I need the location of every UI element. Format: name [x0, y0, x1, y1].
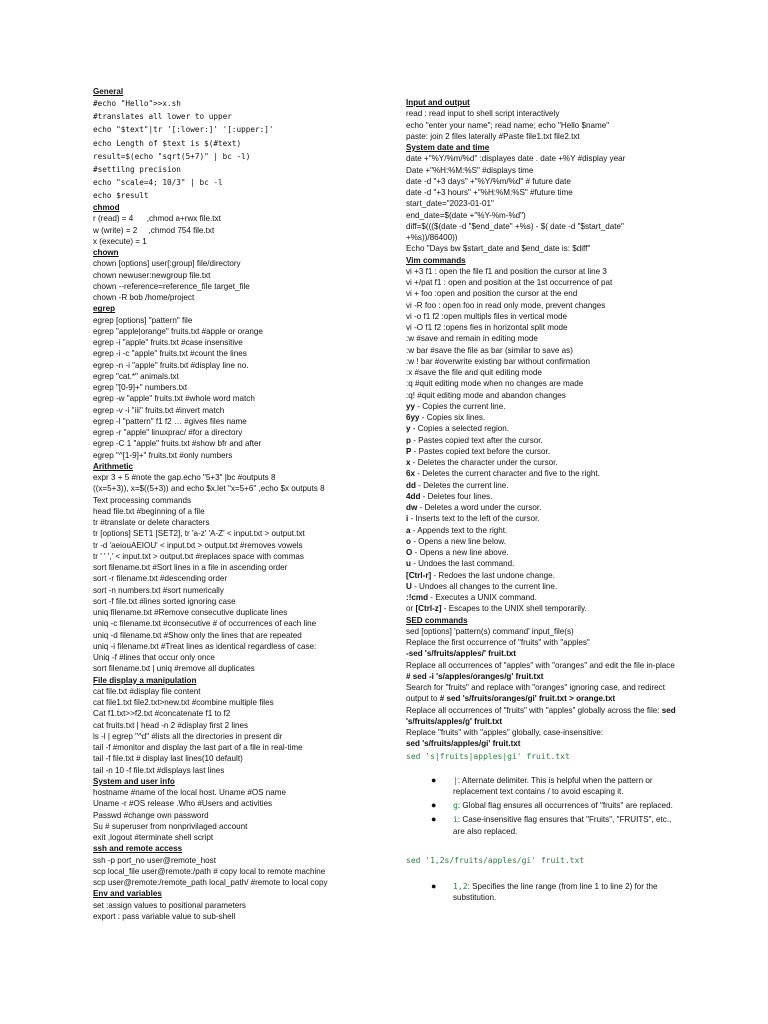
text-line: sort filename.txt #Sort lines in a file in ascending order — [93, 563, 288, 572]
text-line: egrep -w "apple" fruits.txt #whole word match — [93, 394, 255, 404]
vim-desc: - Opens a new line below. — [410, 536, 506, 546]
text-line: tr [options] SET1 [SET2], tr 'a-z' 'A-Z' < input.txt > output.txt — [93, 529, 305, 539]
text-line: egrep -i "apple" fruits.txt #case insensitive — [93, 338, 243, 347]
text-line: sed [options] 'pattern(s) command' input_file(s) — [406, 626, 574, 636]
text-line: r (read) = 4 ,chmod a+rwx file.txt — [93, 214, 221, 224]
list-item — [406, 775, 676, 798]
text-line: egrep "^[1-9]+" fruits.txt #only numbers — [93, 450, 233, 460]
text-line: w (write) = 2 ,chmod 754 file.txt — [93, 225, 215, 235]
vim-key: O — [406, 548, 413, 557]
text-line: vi -o f1 f2 :open multipls files in vertical mode — [406, 311, 568, 321]
text-line: vi + foo :open and position the cursor at the end — [406, 289, 578, 299]
text-line: tail -f #monitor and display the last part of a file in real-time — [93, 743, 303, 752]
vim-key: dd — [406, 480, 416, 490]
text-line: egrep -i -c "apple" fruits.txt #count the lines — [93, 349, 247, 359]
vim-desc: - Undoes the last command. — [410, 559, 515, 569]
vim-desc: - Deletes a word under the cursor. — [417, 503, 542, 512]
text-line: end_date=$(date +"%Y-%m-%d") — [406, 210, 526, 220]
vim-key-line — [406, 525, 676, 536]
vim-desc: - Undoes all changes to the current line. — [411, 581, 558, 591]
sed-command: sed 's/fruits/apples/g' fruit.txt — [406, 705, 676, 726]
text-line: diff=$((($(date -d "$end_date" +%s) - $( date -d "$start_date" +%s))/86400)) — [406, 221, 624, 242]
chmod-list — [93, 213, 399, 247]
text-line: echo "enter your name"; read name; echo "Hello $name" — [406, 120, 610, 130]
code-line: echo "$text"|tr '[:lower:]' '[:upper:]' — [93, 125, 274, 135]
vim-key: i — [406, 514, 409, 524]
vim-desc: - Deletes the current character and five to the right. — [415, 469, 600, 479]
text-line: vi +3 f1 : open the file f1 and position the cursor at line 3 — [406, 266, 607, 276]
text-line: Replace "fruits" with "apples" globally, case-insensitive: — [406, 728, 604, 737]
vim-key-line — [406, 547, 676, 558]
vim-key: [Ctrl-r] — [406, 570, 432, 580]
vim-desc: - Copies the current line. — [415, 401, 506, 411]
text-line: date -d "+3 hours" +"%H:%M:%S" #future time — [406, 188, 573, 197]
vim-key: P — [406, 446, 412, 456]
text-line: egrep -l "pattern" f1 f2 … #gives files name — [93, 416, 247, 426]
text-line: scp user@remote:/remote_path local_path/ #remote to local copy — [93, 878, 328, 887]
system-user-list — [93, 787, 399, 843]
text-line: :q #quit editing mode when no changes are made — [406, 379, 584, 389]
vim-key-line — [406, 513, 676, 524]
text-line: Echo "Days bw $start_date and $end_date is: $diff" — [406, 244, 591, 254]
text-line: uniq filename.txt #Remove consecutive duplicate lines — [93, 608, 288, 617]
code-snippet: sed 's|fruits|apples|gi' fruit.txt — [406, 751, 570, 761]
text-line: Text processing commands — [93, 495, 192, 505]
vim-prefix: or — [406, 604, 416, 614]
vim-key-line — [406, 446, 676, 457]
text-line: Cat f1.txt>>f2.txt #concatenate f1 to f2 — [93, 709, 231, 719]
text-line: vi -O f1 f2 :opens fies in horizontal split mode — [406, 323, 568, 332]
vim-desc: - Opens a new line above. — [412, 548, 509, 557]
text-line: egrep "cat.*" animals.txt — [93, 371, 179, 381]
text-line: tail -f file.txt # display last lines(10 default) — [93, 754, 243, 764]
heading-sed: SED commands — [406, 615, 468, 625]
heading-chmod: chmod — [93, 203, 120, 212]
text-line: egrep -C 1 "apple" fruits.txt #show bfr and after — [93, 439, 262, 449]
code-line: #translates all lower to upper — [93, 112, 232, 122]
vim-desc: - Inserts text to the left of the cursor. — [408, 514, 540, 524]
text-line: head file.txt #beginning of a file — [93, 506, 205, 516]
vim-key: a — [406, 525, 411, 535]
vim-key-line — [406, 581, 676, 592]
text-line: tail -n 10 -f file.txt #displays last lines — [93, 765, 225, 775]
list-item — [406, 800, 676, 811]
vim-desc: - Appends text to the right. — [410, 525, 508, 535]
text-line: egrep "apple|orange" fruits.txt #apple or orange — [93, 326, 263, 336]
text-line — [406, 682, 676, 705]
heading-arithmetic: Arithmetic — [93, 461, 134, 471]
text-line — [406, 705, 676, 728]
text-line: tr ' ' ',' < input.txt > output.txt #replaces space with commas — [93, 551, 304, 561]
text-line: export : pass variable value to sub-shell — [93, 911, 236, 921]
vim-key: [Ctrl-z] — [415, 604, 442, 614]
text-line: :w bar #save the file as bar (similar to save as) — [406, 345, 573, 355]
vim-key: o — [406, 536, 411, 546]
heading-system-user: System and user info — [93, 776, 175, 786]
sed-command: # sed -i 's/apples/oranges/g' fruit.txt — [406, 671, 544, 681]
text-line: egrep -n -i "apple" fruits.txt #display line no. — [93, 360, 249, 370]
vim-key-line — [406, 423, 676, 434]
text-line: Uniq -f #lines that occur only once — [93, 653, 215, 662]
vim-desc: - Pastes copied text after the cursor. — [410, 435, 543, 445]
vim-key-line — [406, 480, 676, 491]
sed-command: sed 's/fruits/apples/gi' fruit.txt — [406, 739, 521, 749]
bullet-icon: ● — [431, 880, 437, 891]
vim-key-line — [406, 412, 676, 423]
file-display-list — [93, 686, 399, 776]
bullet-icon: ● — [431, 800, 437, 810]
bullet-icon: ● — [431, 814, 437, 825]
heading-ssh: ssh and remote access — [93, 844, 183, 854]
text-line: Uname -r #OS release .Who #Users and activities — [93, 799, 273, 809]
text-line: sort -r filename.txt #descending order — [93, 574, 228, 584]
heading-chown: chown — [93, 248, 119, 257]
text-line: :q! #quit editing mode and abandon changes — [406, 390, 566, 400]
flag-code: 1,2 — [453, 880, 468, 891]
flag-code: g — [453, 800, 458, 810]
text-line: cat fruits.txt | head -n 2 #display first 2 lines — [93, 720, 249, 730]
sed-desc: Replace all occurrences of "apples" with "oranges" and edit the file in-place — [406, 660, 675, 670]
flag-code: | — [453, 774, 458, 785]
text-line: hostname #name of the local host. Uname #OS name — [93, 788, 287, 797]
sed-command: -sed 's/fruits/apples/' fruit.txt — [406, 649, 516, 659]
code-snippet: sed '1,2s/fruits/apples/gi' fruit.txt — [406, 855, 585, 865]
vim-desc: - Copies a selected region. — [410, 424, 510, 434]
text-line: Passwd #change own password — [93, 810, 209, 820]
vim-key-line — [406, 468, 676, 479]
text-line: ssh -p port_no user@remote_host — [93, 855, 216, 865]
text-line: :x #save the file and quit editing mode — [406, 368, 542, 377]
vim-key-line — [406, 536, 676, 547]
heading-general: General — [93, 87, 124, 96]
list-item — [406, 881, 676, 904]
flag-desc: : Alternate delimiter. This is helpful when the pattern or replacement text contains / to avoid escaping it. — [453, 775, 653, 796]
text-line: Date +"%H:%M:%S" #displays time — [406, 165, 534, 175]
text-line: vi +/pat f1 : open and position at the 1st occurrence of pat — [406, 278, 613, 287]
text-line: sort filename.txt | uniq #remove all duplicates — [93, 664, 255, 674]
heading-env: Env and variables — [93, 889, 162, 899]
text-line: egrep -r "apple" linuxprac/ #for a directory — [93, 428, 243, 437]
bullet-icon: ● — [431, 774, 437, 785]
list-item — [406, 814, 676, 837]
text-line: chown [options] user[:group] file/directory — [93, 259, 241, 269]
code-line: #settilng precision — [93, 164, 181, 174]
vim-desc: - Deletes four lines. — [420, 491, 493, 501]
text-line: sort -f file.txt #lines sorted ignoring case — [93, 596, 236, 606]
vim-key: yy — [406, 401, 416, 411]
text-line: cat file1.txt file2.txt>new.txt #combine multiple files — [93, 698, 274, 707]
code-line: echo "scale=4; 10/3" | bc -l — [93, 177, 223, 187]
env-list — [93, 900, 399, 923]
vim-desc: - Deletes the current line. — [415, 480, 509, 490]
text-line: ((x=5+3)), x=$((5+3)) and echo $x.let "x=5+6" ,echo $x outputs 8 — [93, 484, 325, 494]
vim-desc: - Copies six lines. — [419, 413, 486, 422]
vim-key-line — [406, 502, 676, 513]
text-line: exit ,logout #terminate shell script — [93, 833, 214, 842]
left-column — [93, 86, 399, 922]
heading-vim: Vim commands — [406, 255, 466, 265]
vim-key: u — [406, 559, 411, 569]
vim-key-line — [406, 491, 676, 502]
code-line: #echo "Hello">>x.sh — [93, 99, 181, 109]
text-line: :w #save and remain in editing mode — [406, 334, 538, 344]
vim-key-line — [406, 592, 676, 603]
vim-key-line — [406, 435, 676, 446]
code-line: echo $result — [93, 190, 149, 200]
sed-range-list — [406, 881, 676, 904]
text-line: read : read input to shell script interactively — [406, 109, 560, 119]
flag-desc: : Global flag ensures all occurrences of "fruits" are replaced. — [457, 801, 673, 810]
vim-key: p — [406, 435, 411, 445]
text-line: vi -R foo : open foo in read only mode, prevent changes — [406, 300, 606, 310]
ssh-list — [93, 855, 399, 889]
text-line: Replace the first occurrence of "fruits" with "apples" — [406, 638, 590, 647]
heading-sysdate: System date and time — [406, 143, 490, 152]
text-line: ls -l | egrep "^d" #lists all the directories in present dir — [93, 731, 283, 741]
vim-key-line — [406, 457, 676, 468]
text-line: egrep "[0-9]+" numbers.txt — [93, 383, 188, 392]
text-line: egrep -v -i "iii" fruits.txt #invert match — [93, 405, 225, 415]
text-line: chown -R bob /home/project — [93, 293, 195, 302]
right-column — [406, 97, 676, 903]
text-line: uniq -d filename.txt #Show only the lines that are repeated — [93, 630, 302, 640]
text-line: Su # superuser from nonprivilaged account — [93, 821, 248, 831]
text-line: uniq -i filename.txt #Treat lines as identical regardless of case: — [93, 641, 317, 651]
vim-key: 4dd — [406, 491, 421, 501]
vim-key: dw — [406, 503, 418, 512]
text-line: tr #translate or delete characters — [93, 518, 210, 527]
text-line: chown newuser:newgroup file.txt — [93, 270, 211, 280]
flag-code: i — [453, 814, 458, 825]
text-line: cat file.txt #display file content — [93, 686, 201, 696]
vim-key: y — [406, 424, 411, 434]
vim-key: U — [406, 581, 412, 591]
vim-key-line — [406, 603, 676, 614]
text-line: start_date="2023-01-01" — [406, 199, 494, 209]
vim-key: :!cmd — [406, 593, 429, 602]
code-line: echo Length of $text is $(#text) — [93, 138, 242, 148]
general-code-block — [93, 97, 399, 202]
vim-key-line — [406, 570, 676, 581]
sed-command: # sed 's/fruits/oranges/gi' fruit.txt > orange.txt — [437, 694, 616, 704]
chown-list — [93, 258, 399, 303]
sed-desc: Replace all occurrences of "fruits" with "apples" globally across the file: — [406, 705, 660, 715]
text-line: :w ! bar #overwrite existing bar without confirmation — [406, 356, 590, 366]
vim-desc: - Escapes to the UNIX shell temporarily. — [441, 604, 587, 614]
sed-desc: Search for "fruits" and replace with "oranges" ignoring case, and redirect output to — [406, 683, 665, 704]
text-line: set :assign values to positional parameters — [93, 900, 246, 910]
heading-io: Input and output — [406, 98, 470, 107]
text-line: expr 3 + 5 #note the gap.echo "5+3" |bc #outputs 8 — [93, 473, 276, 482]
text-line: uniq -c filename.txt #consecutive # of occurrences of each line — [93, 619, 317, 629]
text-line: date +"%Y/%m/%d" :displayes date . date +%Y #display year — [406, 154, 626, 164]
text-line: tr -d 'aeiouAEIOU' < input.txt > output.txt #removes vowels — [93, 540, 303, 550]
vim-key: 6yy — [406, 413, 420, 422]
vim-key: 6x — [406, 469, 416, 479]
vim-desc: - Redoes the last undone change. — [431, 570, 555, 580]
vim-desc: - Pastes copied text before the cursor. — [411, 446, 550, 456]
vim-keys-list — [406, 401, 676, 615]
egrep-list — [93, 315, 399, 461]
vim-key: x — [406, 458, 411, 467]
text-line: date -d "+3 days" +"%Y/%m/%d" # future date — [406, 176, 571, 186]
flag-desc: : Case-insensitive flag ensures that "Fruits", "FRUITS", etc., are also replaced. — [453, 815, 672, 836]
vim-key-line — [406, 401, 676, 412]
vim-desc: - Executes a UNIX command. — [428, 593, 537, 602]
text-line: egrep [options] "pattern" file — [93, 315, 193, 325]
vim-desc: - Deletes the character under the cursor. — [410, 458, 558, 467]
text-line: scp local_file user@remote:/path # copy local to remote machine — [93, 866, 326, 876]
text-line — [406, 660, 676, 683]
text-line: x (execute) = 1 — [93, 236, 147, 246]
vim-key-line — [406, 558, 676, 569]
flag-desc: : Specifies the line range (from line 1 to line 2) for the substitution. — [453, 881, 658, 902]
sed-flags-list — [406, 775, 676, 837]
text-line: sort -n numbers.txt #sort numerically — [93, 585, 224, 595]
heading-file-display: File display a manipulation — [93, 675, 197, 685]
heading-egrep: egrep — [93, 304, 116, 314]
code-line: result=$(echo "sqrt(5+7)" | bc -l) — [93, 151, 251, 161]
text-line: chown --reference=reference_file target_file — [93, 281, 250, 291]
text-line: paste: join 2 files laterally #Paste file1.txt file2.txt — [406, 131, 580, 141]
arithmetic-list — [93, 472, 399, 675]
